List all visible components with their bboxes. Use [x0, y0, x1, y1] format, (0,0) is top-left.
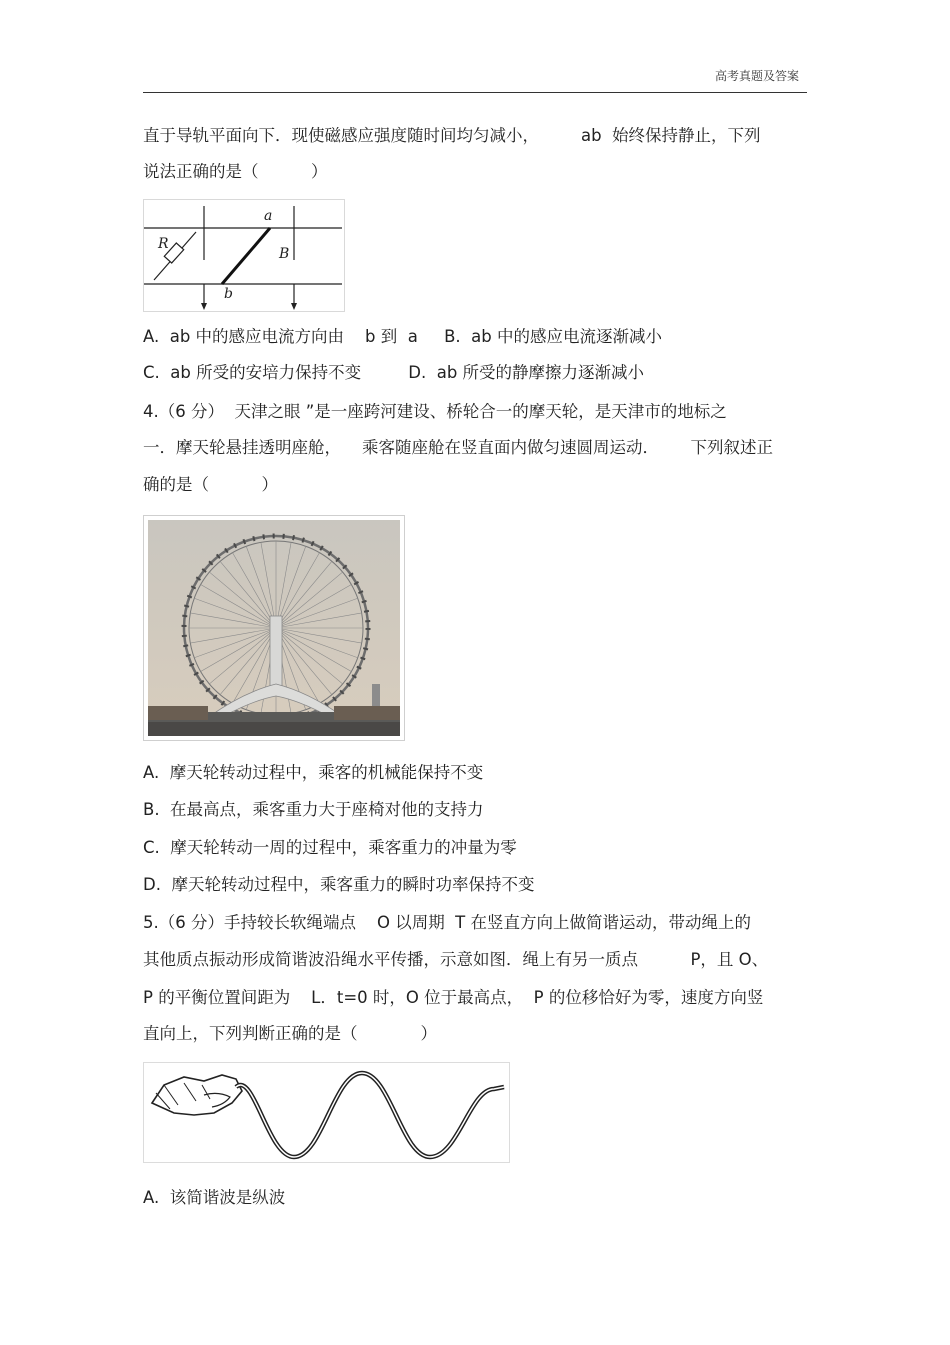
- q3-options-row2: C. ab 所受的安培力保持不变 D. ab 所受的静摩擦力逐渐减小: [143, 363, 645, 382]
- q5-stem-line1: 5.（6 分）手持较长软绳端点 O 以周期 T 在竖直方向上做简谐运动，带动绳上的: [143, 913, 752, 932]
- q4-option-a: A. 摩天轮转动过程中，乘客的机械能保持不变: [143, 763, 484, 782]
- label-b: b: [224, 286, 233, 302]
- q5-stem-line3: P 的平衡位置间距为 L．t=0 时，O 位于最高点， P 的位移恰好为零，速度方向竖: [143, 988, 764, 1007]
- q3-options-row1: A. ab 中的感应电流方向由 b 到 a B. ab 中的感应电流逐渐减小: [143, 327, 662, 346]
- ferris-wheel-illustration: [144, 516, 404, 740]
- label-a: a: [264, 208, 273, 224]
- rail-circuit-figure: [143, 199, 345, 312]
- q4-stem-line3: 确的是（ ）: [143, 475, 278, 494]
- ferris-wheel-photo: [143, 515, 405, 741]
- label-r: R: [158, 236, 169, 252]
- rail-circuit-diagram: [144, 200, 344, 311]
- q5-option-a: A. 该简谐波是纵波: [143, 1188, 286, 1207]
- rope-wave-diagram: [144, 1063, 509, 1162]
- page-header: [143, 66, 807, 93]
- header-text: 高考真题及答案: [714, 69, 799, 83]
- q5-stem-line2: 其他质点振动形成简谐波沿绳水平传播，示意如图．绳上有另一质点 P，且 O、: [143, 950, 769, 969]
- q4-option-c: C. 摩天轮转动一周的过程中，乘客重力的冲量为零: [143, 838, 517, 857]
- q5-stem-line4: 直向上，下列判断正确的是（ ）: [143, 1024, 437, 1043]
- rope-wave-figure: [143, 1062, 510, 1163]
- q4-option-d: D. 摩天轮转动过程中，乘客重力的瞬时功率保持不变: [143, 875, 535, 894]
- q3-stem-line2: 说法正确的是（ ）: [143, 162, 328, 181]
- q4-stem-line2: 一．摩天轮悬挂透明座舱， 乘客随座舱在竖直面内做匀速圆周运动． 下列叙述正: [143, 438, 773, 457]
- label-field-b: B: [279, 246, 290, 262]
- q4-stem-line1: 4.（6 分） 天津之眼 ”是一座跨河建设、桥轮合一的摩天轮，是天津市的地标之: [143, 402, 727, 421]
- q4-option-b: B. 在最高点，乘客重力大于座椅对他的支持力: [143, 800, 484, 819]
- q3-stem-line1: 直于导轨平面向下．现使磁感应强度随时间均匀减小， ab 始终保持静止，下列: [143, 126, 761, 145]
